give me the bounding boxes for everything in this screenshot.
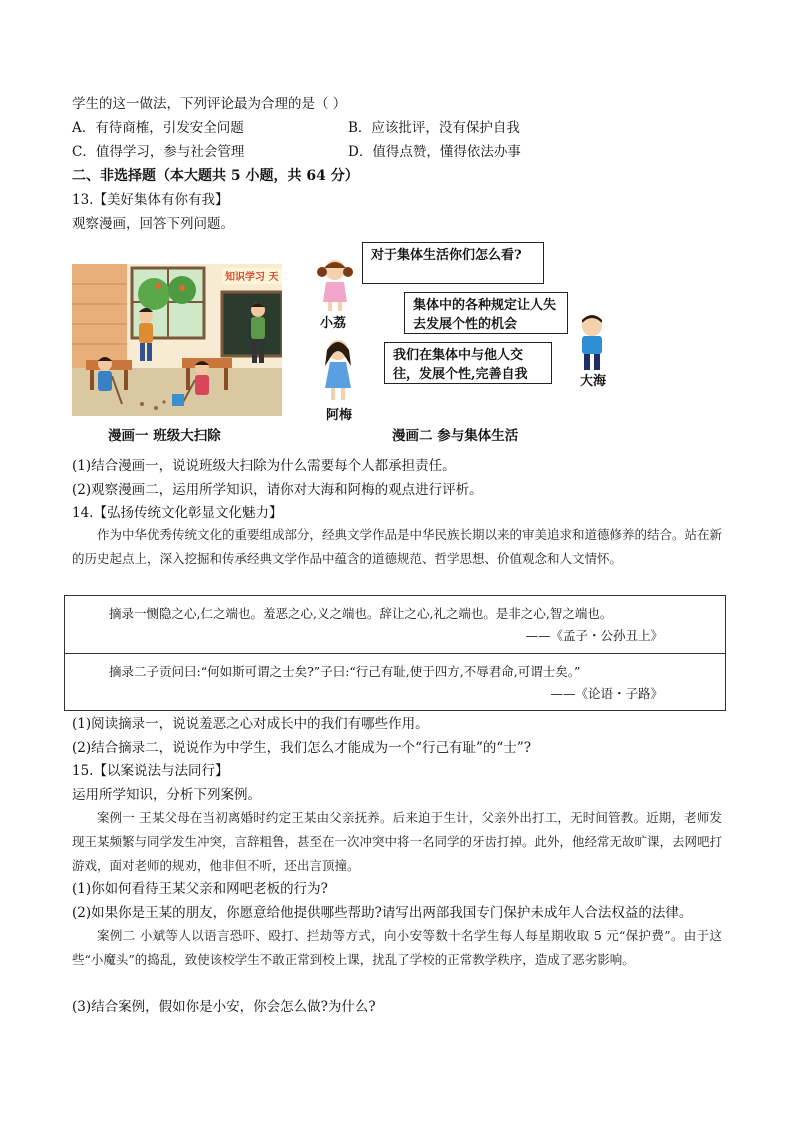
q15-case1: 案例一 王某父母在当初离婚时约定王某由父亲抚养。后来迫于生计，父亲外出打工，无时间管教。近期，老师发现王某频繁与同学发生冲突，言辞粗鲁，甚至在一次冲突中将一名同学的牙齿打掉。此外，他经常无故旷课，去网吧打游戏，面对老师的规劝，他非但不听，还出言顶撞。 <box>72 810 723 873</box>
comic2-caption: 漫画二 参与集体生活 <box>392 428 519 444</box>
excerpt1-source: ——《孟子・公孙丑上》 <box>525 628 663 643</box>
comic1-slogan: 知识学习 天 <box>225 272 279 283</box>
excerpt-box <box>64 595 726 711</box>
q14-paragraph: 作为中华优秀传统文化的重要组成部分，经典文学作品是中华民族长期以来的审美追求和道德修养的结合。站在新的历史起点上，深入挖掘和传承经典文学作品中蕴含的道德规范、哲学思想、价值观念和人文情怀。 <box>72 527 723 566</box>
q12-option-b: B．应该批评，没有保护自我 <box>348 120 520 136</box>
comic1-caption: 漫画一 班级大扫除 <box>108 428 221 444</box>
q12-option-d: D．值得点赞，懂得依法办事 <box>348 144 521 160</box>
comic2-figure-xiaoli <box>316 256 354 316</box>
bubble-dahai: 集体中的各种规定让人失去发展个性的机会 <box>404 292 568 334</box>
comic2-figure-amei <box>318 336 358 406</box>
bubble-xiaoli: 对于集体生活你们怎么看? <box>362 242 544 284</box>
q12-option-a: A．有待商榷，引发安全问题 <box>72 120 244 136</box>
q13-sub2: (2)观察漫画二，运用所学知识，请你对大海和阿梅的观点进行评析。 <box>72 482 483 498</box>
q13-intro: 观察漫画，回答下列问题。 <box>72 216 234 232</box>
q14-title: 14.【弘扬传统文化彰显文化魅力】 <box>72 505 283 521</box>
excerpt-divider <box>65 653 725 654</box>
q15-sub3: (3)结合案例，假如你是小安，你会怎么做?为什么? <box>72 999 376 1015</box>
excerpt2-source: ——《论语・子路》 <box>550 686 663 701</box>
q15-title: 15.【以案说法与法同行】 <box>72 763 229 779</box>
q14-sub2: (2)结合摘录二，说说作为中学生，我们怎么才能成为一个“行己有耻”的“士”? <box>72 740 531 756</box>
q13-sub1: (1)结合漫画一，说说班级大扫除为什么需要每个人都承担责任。 <box>72 458 456 474</box>
q13-title: 13.【美好集体有你有我】 <box>72 192 229 208</box>
excerpt1-text: 摘录一恻隐之心,仁之端也。羞恶之心,义之端也。辞让之心,礼之端也。是非之心,智之端也。 <box>109 606 613 621</box>
excerpt2-text: 摘录二子贡问曰:“何如斯可谓之士矣?”子曰:“行己有耻,使于四方,不辱君命,可谓士矣。” <box>109 664 581 679</box>
section-heading: 二、非选择题（本大题共 5 小题，共 64 分） <box>72 168 359 184</box>
q14-sub1: (1)阅读摘录一，说说羞恶之心对成长中的我们有哪些作用。 <box>72 716 429 732</box>
name-xiaoli: 小荔 <box>320 316 347 331</box>
q15-intro: 运用所学知识，分析下列案例。 <box>72 787 261 803</box>
q15-sub1: (1)你如何看待王某父亲和网吧老板的行为? <box>72 881 328 897</box>
q15-case2: 案例二 小斌等人以语言恐吓、殴打、拦劫等方式，向小安等数十名学生每人每星期收取 5 元“保护费”。由于这些“小魔头”的捣乱，致使该校学生不敢正常到校上课，扰乱了学校的正常教学秩序，造成了恶劣影响。 <box>72 928 722 967</box>
name-amei: 阿梅 <box>326 408 353 423</box>
q12-stem: 学生的这一做法，下列评论最为合理的是（ ） <box>72 96 347 112</box>
name-dahai: 大海 <box>580 374 607 389</box>
q15-sub2: (2)如果你是王某的朋友，你愿意给他提供哪些帮助?请写出两部我国专门保护未成年人合法权益的法律。 <box>72 905 693 921</box>
bubble-amei: 我们在集体中与他人交往，发展个性,完善自我 <box>384 342 552 384</box>
comic2-figure-dahai <box>574 314 610 376</box>
comic1-illustration <box>72 264 282 416</box>
q12-option-c: C．值得学习，参与社会管理 <box>72 144 245 160</box>
